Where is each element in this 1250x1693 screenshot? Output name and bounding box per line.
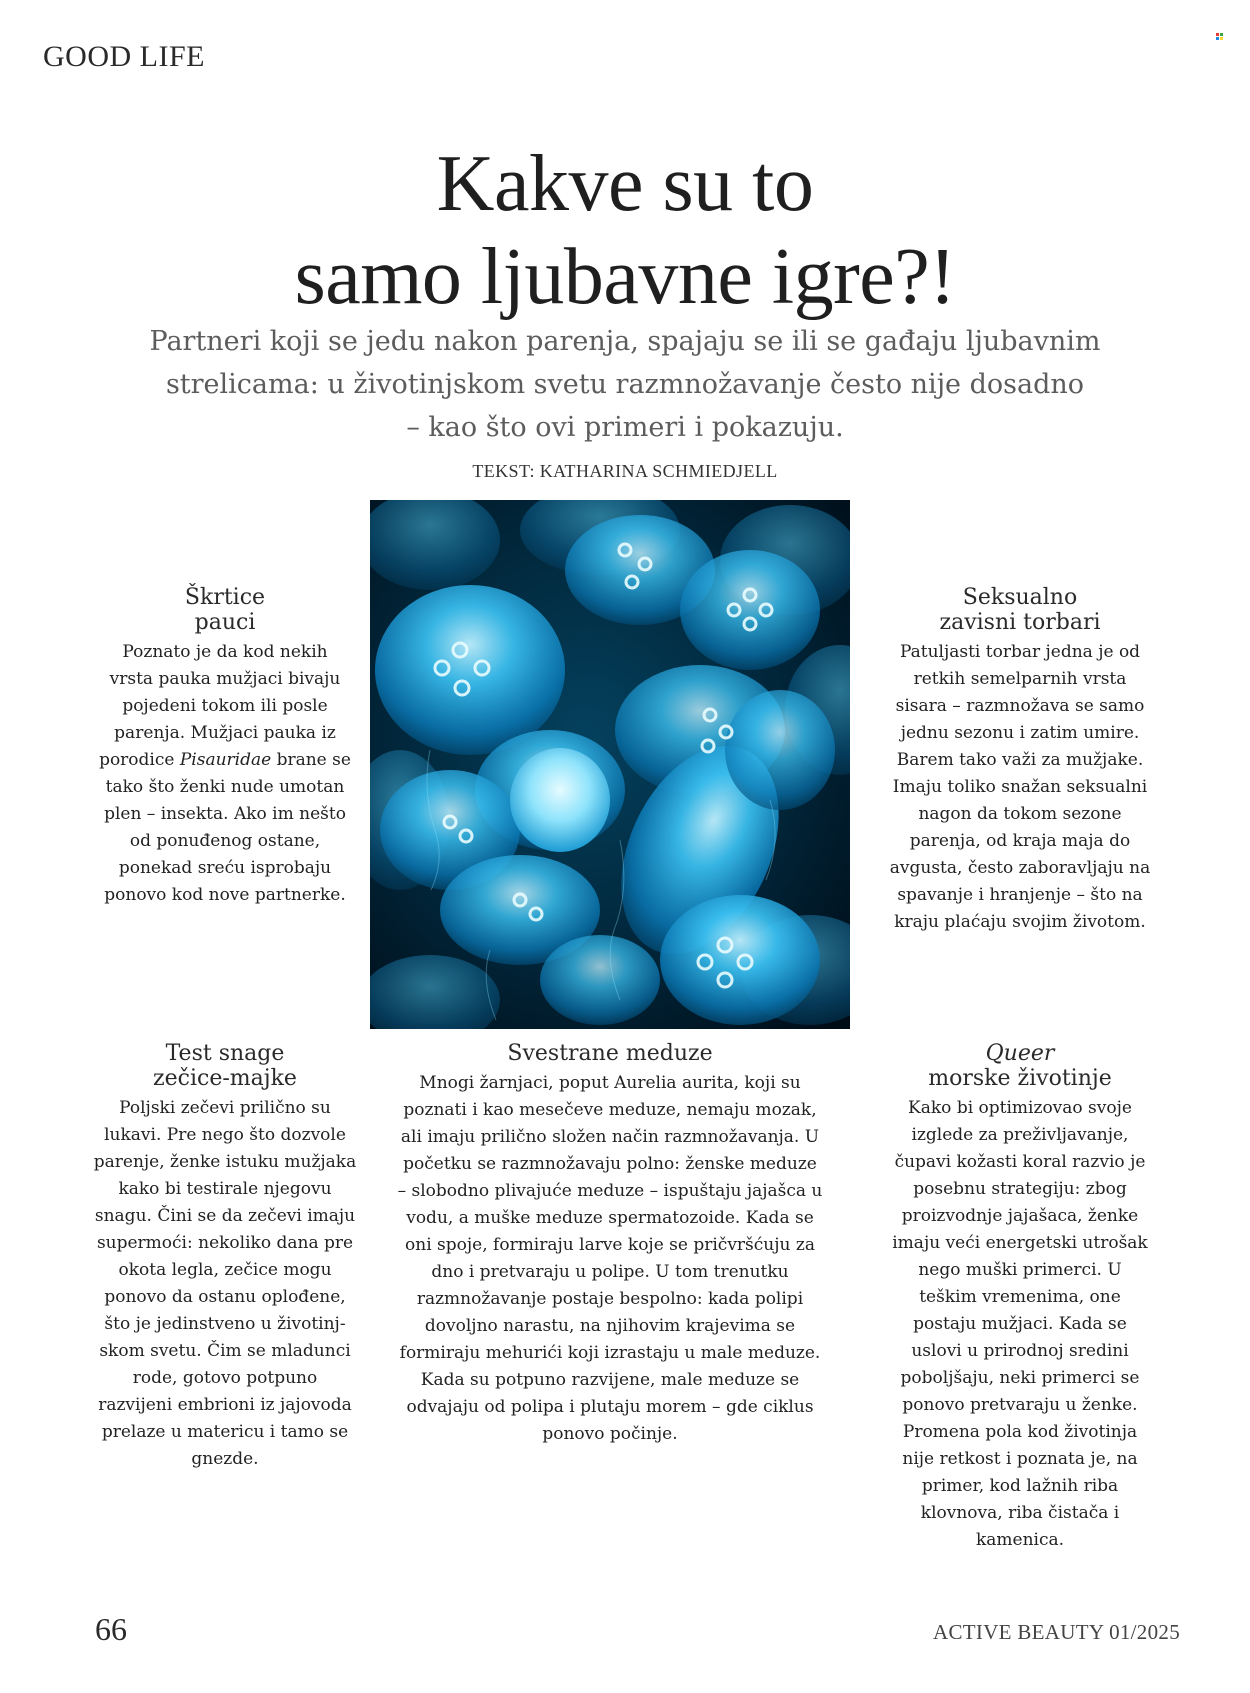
section-hares [70, 1041, 380, 1473]
body-line: retkih semelparnih vrsta [913, 669, 1127, 689]
body-line: Mnogi žarnjaci, poput Aurelia aurita, koji su [419, 1073, 801, 1093]
section-heading [380, 1041, 840, 1066]
body-line: Kada su potpuno razvijene, male meduze se [420, 1370, 800, 1390]
body-line: čupavi kožasti koral razvio je [894, 1152, 1146, 1172]
species-name: Pisauridae [179, 750, 272, 770]
body-line: spavanje i hranjenje – što na [897, 885, 1143, 905]
body-line: razvijeni embrioni iz jajovoda [98, 1395, 352, 1415]
body-line: od ponuđenog ostane, [129, 831, 321, 851]
body-line: plen – insekta. Ako im nešto [104, 804, 346, 824]
section-body [855, 639, 1185, 936]
body-line: vrsta pauka mužjaci bivaju [109, 669, 341, 689]
magazine-issue: ACTIVE BEAUTY 01/2025 [933, 1620, 1180, 1644]
body-line: Barem tako važi za mužjake. [896, 750, 1144, 770]
body-line: nagon da tokom sezone [918, 804, 1122, 824]
body-line: postaju mužjaci. Kada se [913, 1314, 1127, 1334]
body-line: dno i pretvaraju u polipe. U tom trenutku [431, 1262, 789, 1282]
body-line: klovnova, riba čistača i [920, 1503, 1120, 1523]
body-line: ponovo da ostanu oplođene, [104, 1287, 346, 1307]
body-line: jednu sezonu i zatim umire. [900, 723, 1140, 743]
body-line: parenje, ženke istuku mužjaka [93, 1152, 357, 1172]
section-body [855, 1095, 1185, 1554]
body-text: brane se [271, 750, 351, 770]
section-spiders [70, 585, 380, 909]
section-heading [855, 1041, 1185, 1091]
body-line: – slobodno plivajuće meduze – ispuštaju jajašca u [397, 1181, 823, 1201]
section-heading [855, 585, 1185, 635]
body-line: početku se razmnožavaju polno: ženske meduze [403, 1154, 817, 1174]
body-line: izglede za preživljavanje, [911, 1125, 1129, 1145]
section-marsupials [855, 585, 1185, 936]
heading-line: zavisni torbari [939, 610, 1101, 635]
body-line: Kako bi optimizovao svoje [908, 1098, 1132, 1118]
section-heading [70, 585, 380, 635]
body-line: razmnožavanje postaje bespolno: kada polipi [416, 1289, 804, 1309]
body-line: supermoći: nekoliko dana pre [96, 1233, 354, 1253]
section-body [380, 1070, 840, 1448]
heading-line: zečice-majke [153, 1066, 297, 1091]
body-line: poznati i kao mesečeve meduze, nemaju mozak, [403, 1100, 817, 1120]
article-title [100, 138, 1150, 324]
body-line: ponekad sreću isprobaju [118, 858, 332, 878]
body-line: skom svetu. Čim se mladunci [99, 1341, 351, 1361]
body-line: prelaze u matericu i tamo se [101, 1422, 349, 1442]
body-line: rode, gotovo potpuno [132, 1368, 318, 1388]
body-line: sisara – razmnožava se samo [895, 696, 1145, 716]
body-line: ponovo pretvaraju u ženke. [902, 1395, 1138, 1415]
subtitle-line: Partneri koji se jedu nakon parenja, spajaju se ili se gađaju ljubavnim [149, 326, 1101, 357]
body-line: ponovo kod nove partnerke. [104, 885, 346, 905]
heading-line: pauci [194, 610, 256, 635]
body-text: porodice [99, 750, 180, 770]
subtitle-line: strelicama: u životinjskom svetu razmnožavanje često nije dosadno [165, 369, 1085, 400]
page-number: 66 [95, 1611, 127, 1647]
section-body [70, 1095, 380, 1473]
heading-line: Seksualno [962, 585, 1078, 610]
body-line: posebnu strategiju: zbog [913, 1179, 1127, 1199]
body-line: nego muški primerci. U [918, 1260, 1122, 1280]
body-line: lukavi. Pre nego što dozvole [104, 1125, 346, 1145]
body-line: kraju plaćaju svojim životom. [894, 912, 1146, 932]
body-line: teškim vremenima, one [919, 1287, 1121, 1307]
body-line: formiraju mehurići koji izrastaju u male meduze. [399, 1343, 821, 1363]
heading-line: Test snage [165, 1041, 285, 1066]
title-line: samo ljubavne igre?! [294, 233, 956, 321]
section-jellyfish [380, 1041, 840, 1448]
byline: TEKST: KATHARINA SCHMIEDJELL [472, 461, 778, 481]
body-line: što je jedinstveno u životinj- [104, 1314, 346, 1334]
body-line: okota legla, zečice mogu [118, 1260, 332, 1280]
body-line: gnezde. [191, 1449, 259, 1469]
corner-color-mark [1216, 33, 1223, 40]
heading-line: Svestrane meduze [507, 1041, 713, 1066]
body-line: tako što ženki nude umotan [105, 777, 345, 797]
section-heading [70, 1041, 380, 1091]
body-line: dovoljno narastu, na njihovim krajevima se [424, 1316, 796, 1336]
body-line: uslovi u prirodnoj sredini [911, 1341, 1129, 1361]
body-line: ali imaju prilično složen način razmnožavanja. U [400, 1127, 820, 1147]
body-line: imaju veći energetski utrošak [892, 1233, 1148, 1253]
body-line: Promena pola kod životinja [902, 1422, 1138, 1442]
body-line: poboljšaju, neki primerci se [900, 1368, 1140, 1388]
body-line: parenja. Mužjaci pauka iz [114, 723, 336, 743]
body-line: Patuljasti torbar jedna je od [899, 642, 1141, 662]
heading-line: morske životinje [928, 1066, 1112, 1091]
body-line: pojedeni tokom ili posle [122, 696, 328, 716]
heading-line: Škrtice [184, 585, 266, 610]
section-label: GOOD LIFE [43, 40, 205, 73]
body-line: kamenica. [975, 1530, 1065, 1550]
heading-line: Queer [985, 1041, 1055, 1066]
body-line: Imaju toliko snažan seksualni [892, 777, 1148, 797]
body-line: odvajaju od polipa i plutaju morem – gde ciklus [406, 1397, 814, 1417]
body-line: avgusta, često zaboravljaju na [889, 858, 1151, 878]
body-line: parenja, od kraja maja do [909, 831, 1131, 851]
subtitle-line: – kao što ovi primeri i pokazuju. [406, 412, 844, 443]
jellyfish-photo [370, 500, 850, 1029]
body-line: oni spoje, formiraju larve koje se pričvršćuju za [405, 1235, 815, 1255]
section-marine [855, 1041, 1185, 1554]
body-line: proizvodnje jajašaca, ženke [901, 1206, 1139, 1226]
body-line: kako bi testirale njegovu [118, 1179, 332, 1199]
body-line [70, 747, 380, 774]
body-line: Poznato je da kod nekih [122, 642, 328, 662]
body-line: Poljski zečevi prilično su [119, 1098, 331, 1118]
body-line: vodu, a muške meduze spermatozoide. Kada se [406, 1208, 814, 1228]
title-line: Kakve su to [436, 140, 814, 228]
body-line: snagu. Čini se da zečevi imaju [94, 1206, 356, 1226]
article-subtitle [120, 320, 1130, 449]
jellyfish-illustration [370, 500, 850, 1029]
body-line: nije retkost i poznata je, na [902, 1449, 1138, 1469]
section-body [70, 639, 380, 909]
body-line: primer, kod lažnih riba [921, 1476, 1119, 1496]
body-line: ponovo počinje. [542, 1424, 678, 1444]
